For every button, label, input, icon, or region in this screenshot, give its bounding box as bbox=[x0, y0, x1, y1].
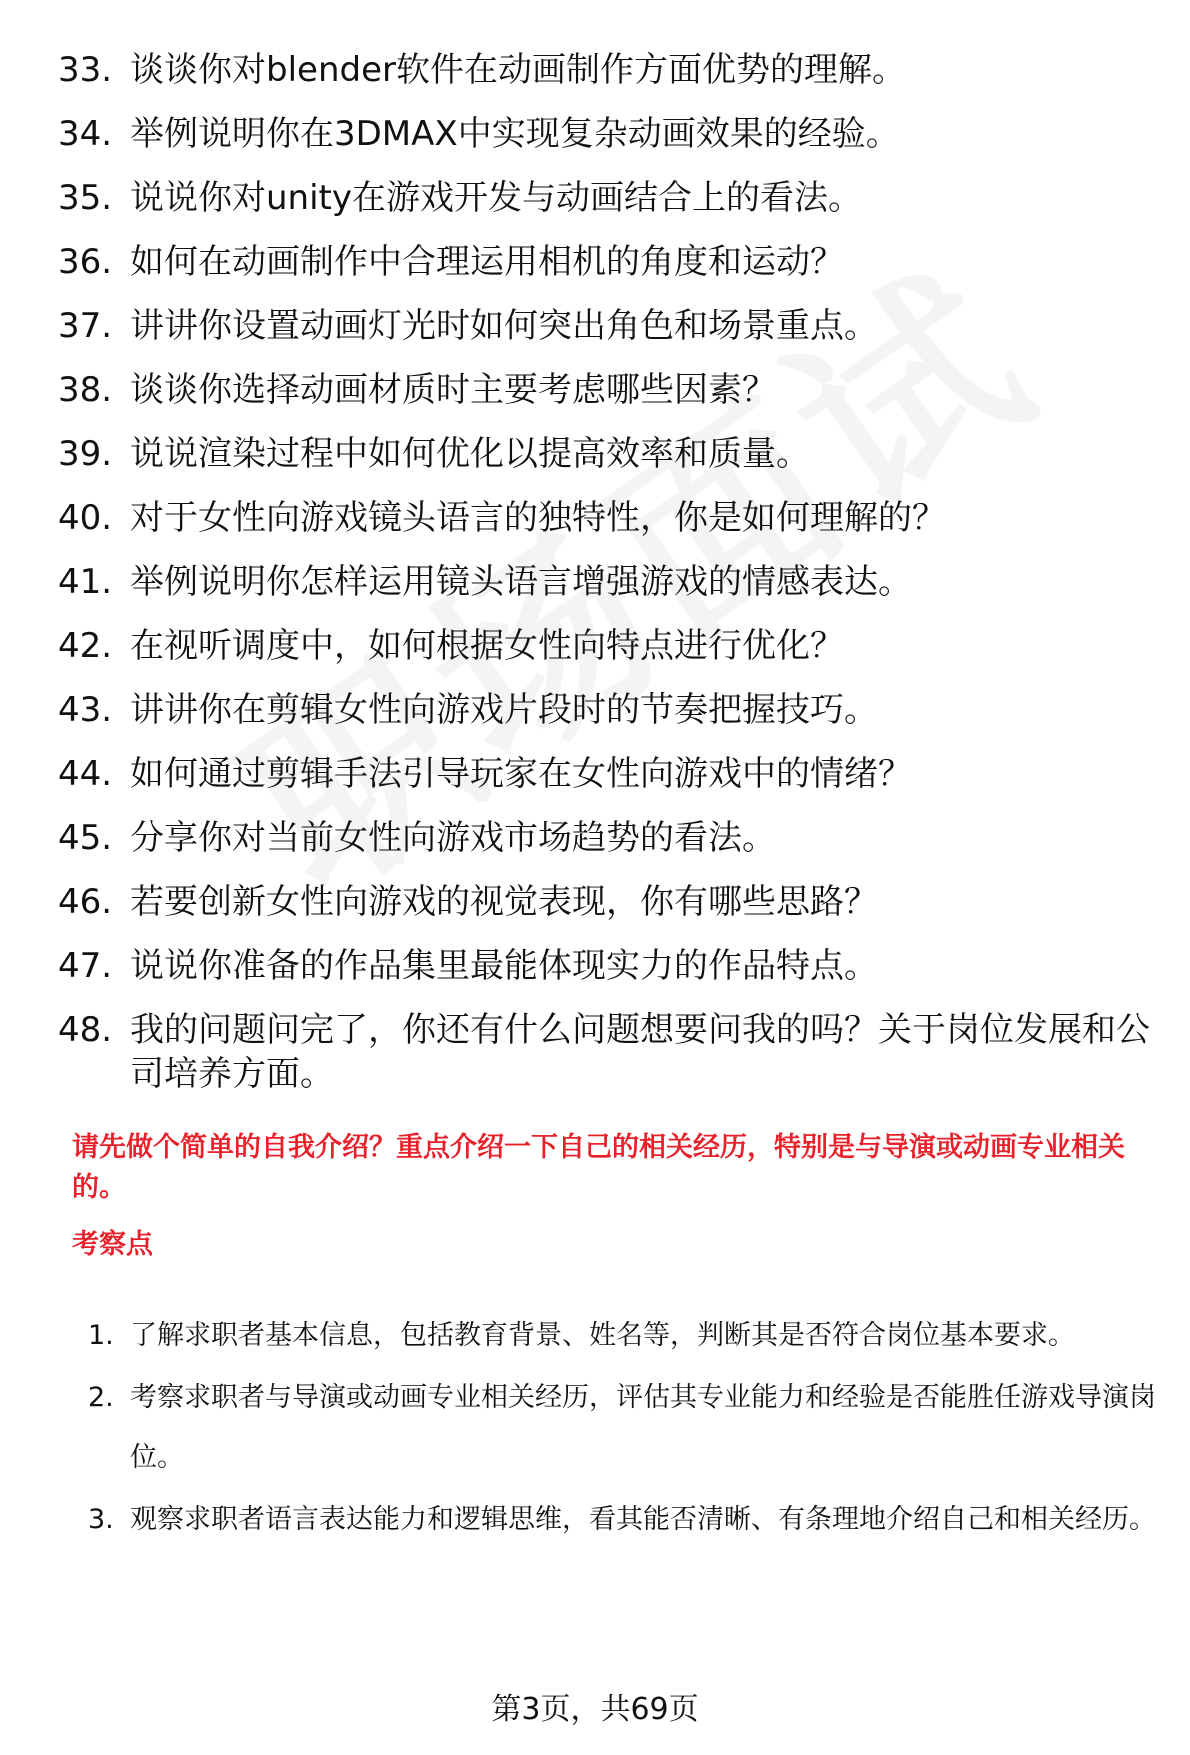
list-item bbox=[58, 944, 1158, 1008]
question-text: 如何通过剪辑手法引导玩家在女性向游戏中的情绪？ bbox=[130, 754, 912, 794]
list-item bbox=[58, 816, 1158, 880]
question-text: 讲讲你在剪辑女性向游戏片段时的节奏把握技巧。 bbox=[130, 690, 878, 730]
section-heading: 请先做个简单的自我介绍？重点介绍一下自己的相关经历，特别是与导演或动画专业相关的。 bbox=[72, 1132, 1125, 1203]
question-number: 44. bbox=[58, 754, 113, 794]
question-text: 说说你对unity在游戏开发与动画结合上的看法。 bbox=[130, 178, 862, 218]
question-text: 如何在动画制作中合理运用相机的角度和运动？ bbox=[130, 242, 844, 282]
question-number: 37. bbox=[58, 306, 113, 346]
point-text: 了解求职者基本信息，包括教育背景、姓名等，判断其是否符合岗位基本要求。 bbox=[130, 1320, 1075, 1351]
question-number: 39. bbox=[58, 434, 113, 474]
question-text: 举例说明你怎样运用镜头语言增强游戏的情感表达。 bbox=[130, 562, 912, 602]
question-number: 36. bbox=[58, 242, 113, 282]
question-list bbox=[58, 48, 1158, 1116]
question-number: 46. bbox=[58, 882, 113, 922]
question-text: 我的问题问完了，你还有什么问题想要问我的吗？关于岗位发展和公司培养方面。 bbox=[130, 1010, 1150, 1094]
list-item bbox=[58, 496, 1158, 560]
question-number: 48. bbox=[58, 1010, 113, 1050]
list-item bbox=[58, 240, 1158, 304]
question-number: 47. bbox=[58, 946, 113, 986]
list-item bbox=[58, 624, 1158, 688]
question-text: 说说你准备的作品集里最能体现实力的作品特点。 bbox=[130, 946, 878, 986]
page-number: 第3页，共69页 bbox=[491, 1692, 699, 1727]
question-text: 在视听调度中，如何根据女性向特点进行优化？ bbox=[130, 626, 844, 666]
question-text: 举例说明你在3DMAX中实现复杂动画效果的经验。 bbox=[130, 114, 900, 154]
subsection-heading: 考察点 bbox=[72, 1229, 153, 1260]
question-number: 45. bbox=[58, 818, 113, 858]
question-text: 若要创新女性向游戏的视觉表现，你有哪些思路？ bbox=[130, 882, 878, 922]
list-item bbox=[58, 112, 1158, 176]
question-number: 40. bbox=[58, 498, 113, 538]
question-text: 说说渲染过程中如何优化以提高效率和质量。 bbox=[130, 434, 810, 474]
list-item bbox=[58, 48, 1158, 112]
question-number: 41. bbox=[58, 562, 113, 602]
question-number: 34. bbox=[58, 114, 113, 154]
point-number: 3. bbox=[88, 1504, 114, 1535]
question-text: 对于女性向游戏镜头语言的独特性，你是如何理解的？ bbox=[130, 498, 946, 538]
list-item bbox=[58, 1008, 1158, 1116]
point-text: 观察求职者语言表达能力和逻辑思维，看其能否清晰、有条理地介绍自己和相关经历。 bbox=[130, 1504, 1156, 1535]
point-number: 1. bbox=[88, 1320, 114, 1351]
list-item bbox=[58, 176, 1158, 240]
question-number: 42. bbox=[58, 626, 113, 666]
list-item bbox=[58, 432, 1158, 496]
question-number: 38. bbox=[58, 370, 113, 410]
point-text: 考察求职者与导演或动画专业相关经历，评估其专业能力和经验是否能胜任游戏导演岗位。 bbox=[130, 1382, 1156, 1473]
list-item bbox=[58, 368, 1158, 432]
question-number: 43. bbox=[58, 690, 113, 730]
question-text: 谈谈你对blender软件在动画制作方面优势的理解。 bbox=[130, 50, 906, 90]
list-item bbox=[58, 752, 1158, 816]
key-points-list bbox=[88, 1306, 1158, 1552]
question-text: 分享你对当前女性向游戏市场趋势的看法。 bbox=[130, 818, 776, 858]
question-number: 35. bbox=[58, 178, 113, 218]
list-item bbox=[88, 1306, 1158, 1366]
point-number: 2. bbox=[88, 1382, 114, 1413]
list-item bbox=[58, 880, 1158, 944]
question-number: 33. bbox=[58, 50, 113, 90]
question-text: 讲讲你设置动画灯光时如何突出角色和场景重点。 bbox=[130, 306, 878, 346]
question-text: 谈谈你选择动画材质时主要考虑哪些因素？ bbox=[130, 370, 776, 410]
list-item bbox=[58, 560, 1158, 624]
list-item bbox=[58, 688, 1158, 752]
list-item bbox=[88, 1490, 1158, 1550]
list-item bbox=[88, 1368, 1158, 1488]
list-item bbox=[58, 304, 1158, 368]
